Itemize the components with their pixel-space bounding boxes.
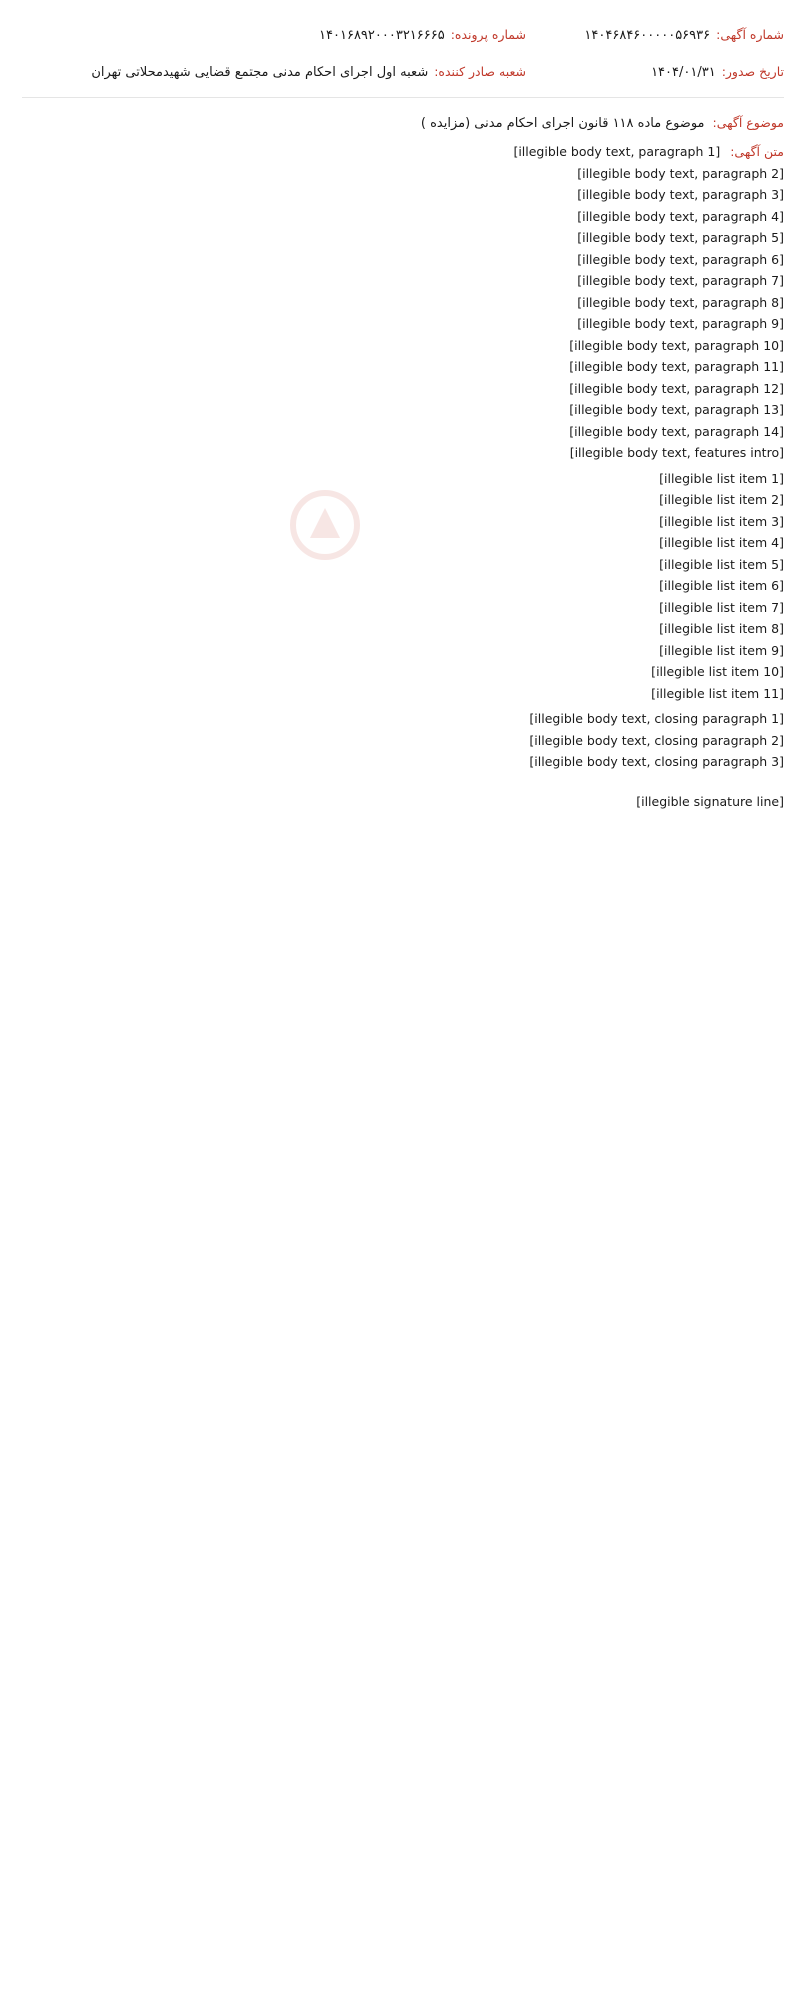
body-paragraph: [illegible body text, paragraph 2] <box>577 165 784 181</box>
file-number: ۱۴۰۱۶۸۹۲۰۰۰۳۲۱۶۶۶۵ <box>319 28 445 43</box>
body-lead-label: متن آگهی: <box>730 144 784 160</box>
features-list <box>22 468 784 705</box>
feature-item: [illegible list item 10] <box>651 664 784 680</box>
body-paragraph: [illegible body text, paragraph 14] <box>569 423 784 439</box>
body-paragraph: [illegible body text, paragraph 6] <box>577 251 784 267</box>
file-number-field <box>280 24 526 47</box>
header-spacer <box>22 24 268 47</box>
closing-paragraph: [illegible body text, closing paragraph 1] <box>529 711 784 727</box>
body-paragraph: [illegible body text, paragraph 9] <box>577 316 784 332</box>
notice-header <box>22 18 784 98</box>
signature-line: [illegible signature line] <box>636 793 784 809</box>
issuing-branch-label: شعبه صادر کننده: <box>434 64 526 80</box>
features-intro: [illegible body text, features intro] <box>569 445 784 461</box>
body-paragraph <box>22 141 784 163</box>
body-paragraph: [illegible body text, paragraph 4] <box>577 208 784 224</box>
feature-item: [illegible list item 3] <box>659 513 784 529</box>
issue-date-field <box>538 61 784 84</box>
subject-row <box>22 98 784 141</box>
body-paragraph: [illegible body text, paragraph 3] <box>577 187 784 203</box>
notice-body <box>22 141 784 773</box>
body-paragraph: [illegible body text, paragraph 5] <box>577 230 784 246</box>
feature-item: [illegible list item 7] <box>659 599 784 615</box>
body-paragraph: [illegible body text, paragraph 7] <box>577 273 784 289</box>
closing-paragraph: [illegible body text, closing paragraph 3] <box>529 754 784 770</box>
issue-date: ۱۴۰۴/۰۱/۳۱ <box>651 65 716 81</box>
feature-item: [illegible list item 11] <box>651 685 784 701</box>
body-paragraph: [illegible body text, paragraph 12] <box>569 380 784 396</box>
feature-item: [illegible list item 9] <box>659 642 784 658</box>
feature-item: [illegible list item 6] <box>659 578 784 594</box>
notice-number: ۱۴۰۴۶۸۴۶۰۰۰۰۰۵۶۹۳۶ <box>584 28 711 43</box>
feature-item: [illegible list item 5] <box>659 556 784 572</box>
body-paragraph: [illegible body text, paragraph 13] <box>569 402 784 418</box>
body-paragraph: [illegible body text, paragraph 10] <box>569 337 784 353</box>
feature-item: [illegible list item 1] <box>659 470 784 486</box>
feature-item: [illegible list item 8] <box>659 621 784 637</box>
issuing-branch: شعبه اول اجرای احکام مدنی مجتمع قضایی شهیدمحلاتی تهران <box>91 65 429 81</box>
body-paragraph: [illegible body text, paragraph 11] <box>569 359 784 375</box>
closing-paragraph: [illegible body text, closing paragraph 2] <box>529 732 784 748</box>
subject-value: موضوع ماده ۱۱۸ قانون اجرای احکام مدنی (مزایده ) <box>420 115 705 131</box>
feature-item: [illegible list item 2] <box>659 492 784 508</box>
issue-date-label: تاریخ صدور: <box>721 64 784 80</box>
notice-number-field <box>538 24 784 47</box>
subject-label: موضوع آگهی: <box>712 114 784 130</box>
issuing-branch-field <box>22 61 526 84</box>
body-paragraph-text: [illegible body text, paragraph 1] <box>513 144 721 160</box>
file-number-label: شماره پرونده: <box>450 27 526 42</box>
feature-item: [illegible list item 4] <box>659 535 784 551</box>
body-paragraph: [illegible body text, paragraph 8] <box>577 294 784 310</box>
notice-number-label: شماره آگهی: <box>716 27 784 42</box>
